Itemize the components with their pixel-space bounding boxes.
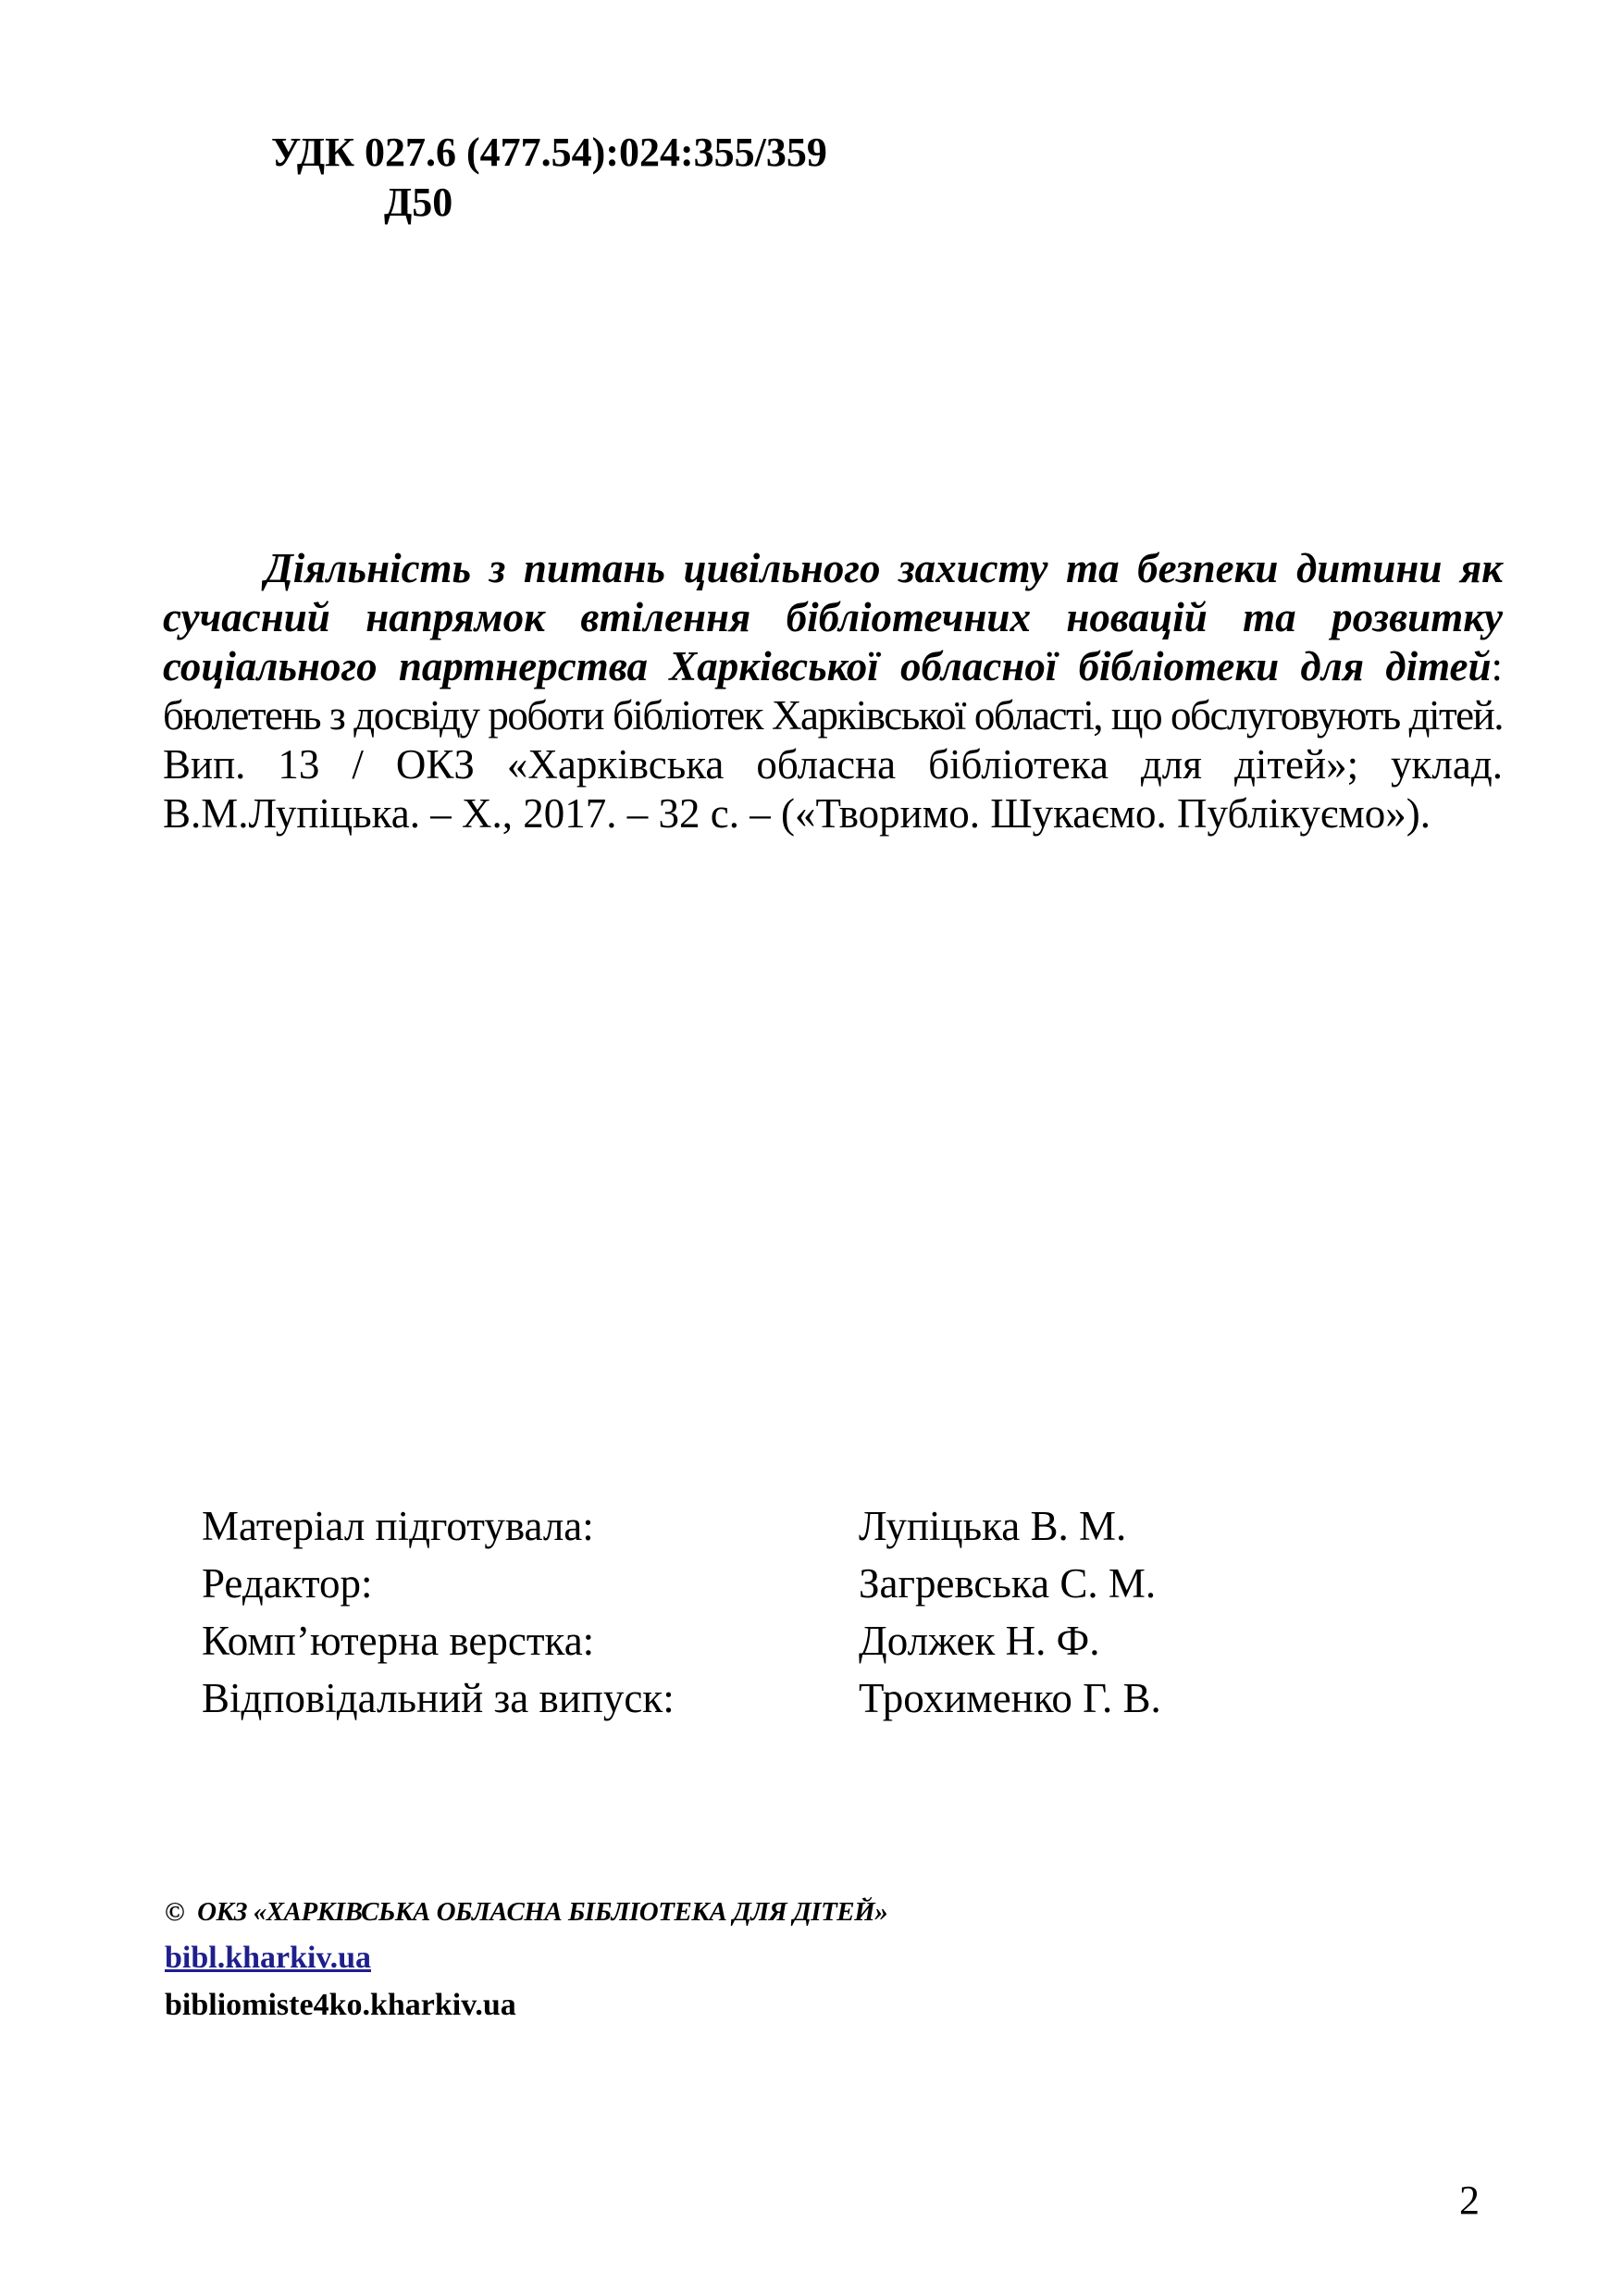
credit-name: Загревська С. М. bbox=[859, 1560, 1157, 1607]
credit-role: Матеріал підготувала: bbox=[202, 1503, 594, 1549]
publication-title: Діяльність з питань цивільного захисту та безпеки дитини як сучасний напрямок втілення бібліотечних новацій та розвитку соціального партнерства Харківської обласної бібліотеки для дітей bbox=[163, 545, 1503, 689]
credit-name: Лупіцька В. М. bbox=[859, 1503, 1127, 1549]
website-link[interactable]: bibl.kharkiv.ua bbox=[165, 1941, 372, 1975]
copyright-text: ОКЗ «ХАРКІВСЬКА ОБЛАСНА БІБЛІОТЕКА ДЛЯ ДІТЕЙ» bbox=[197, 1897, 888, 1927]
copyright-icon: © bbox=[165, 1897, 185, 1927]
credit-role: Комп’ютерна верстка: bbox=[202, 1618, 595, 1664]
credit-row bbox=[202, 1497, 1161, 1555]
copyright-line bbox=[165, 1890, 887, 1934]
credit-role: Відповідальний за випуск: bbox=[202, 1675, 675, 1721]
credit-name: Должек Н. Ф. bbox=[859, 1618, 1100, 1664]
credit-role: Редактор: bbox=[202, 1560, 373, 1607]
bibliographic-record bbox=[163, 544, 1503, 838]
credit-row bbox=[202, 1555, 1161, 1612]
credit-row bbox=[202, 1612, 1161, 1669]
publisher-footer bbox=[165, 1890, 887, 2029]
website-secondary: bibliomiste4ko.kharkiv.ua bbox=[165, 1988, 516, 2022]
author-mark: Д50 bbox=[384, 180, 453, 225]
credit-row bbox=[202, 1669, 1161, 1727]
publication-description-condensed: бюлетень з досвіду роботи бібліотек Харківської області, що обслуговують дітей. bbox=[163, 692, 1503, 738]
page-number: 2 bbox=[1459, 2178, 1480, 2223]
udk-block bbox=[271, 128, 827, 228]
title-colon: : bbox=[1491, 643, 1503, 689]
udk-code: УДК 027.6 (477.54):024:355/359 bbox=[271, 130, 827, 175]
publication-description: Вип. 13 / ОКЗ «Харківська обласна бібліотека для дітей»; уклад. В.М.Лупіцька. – Х., 2017. – 32 с. – («Творимо. Шукаємо. Публікуємо»). bbox=[163, 741, 1503, 837]
credit-name: Трохименко Г. В. bbox=[859, 1675, 1161, 1721]
credits-list bbox=[202, 1497, 1161, 1727]
